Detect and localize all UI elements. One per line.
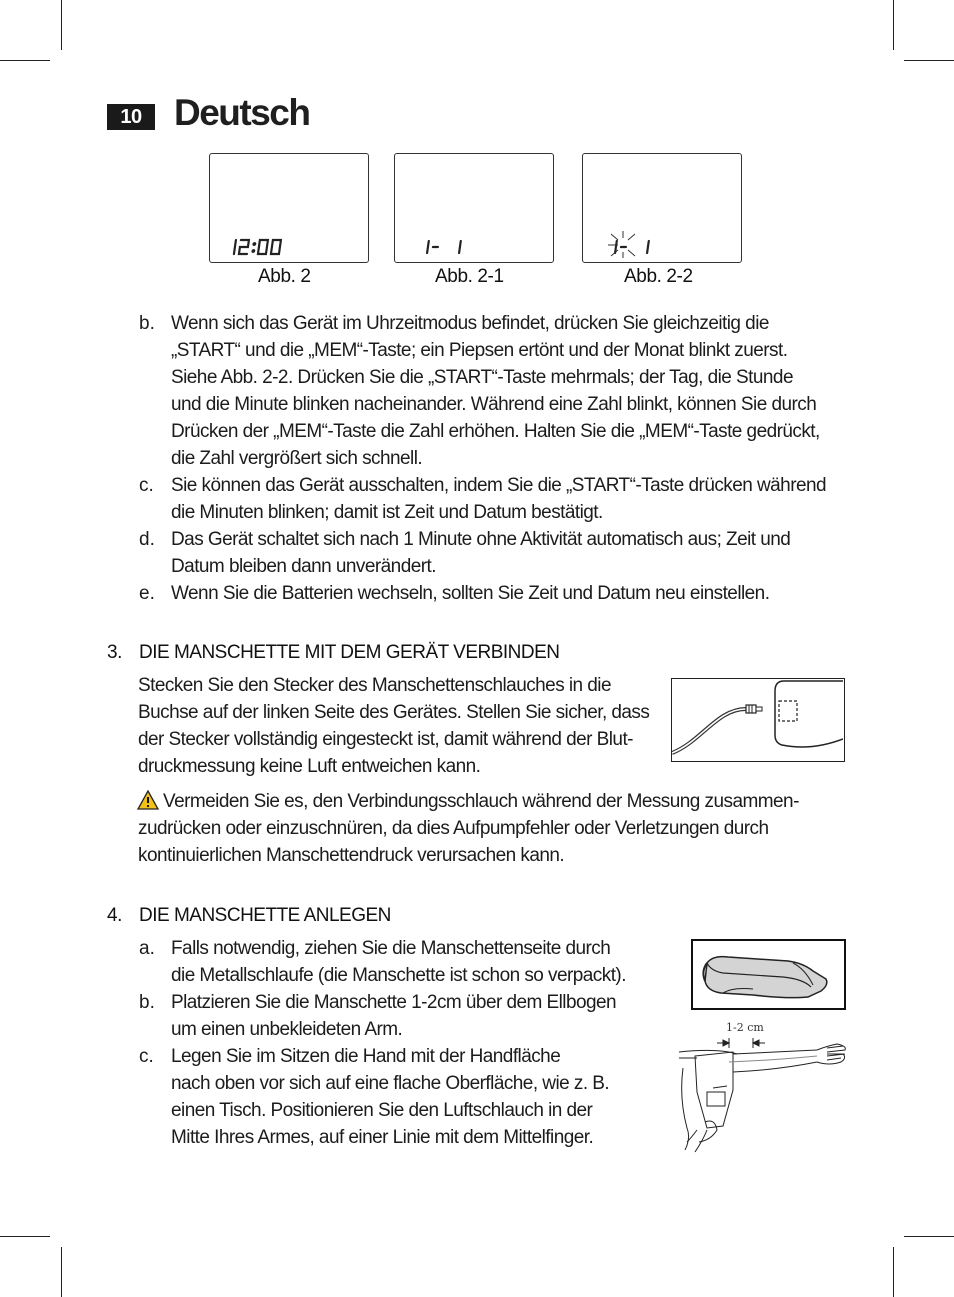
list-marker: d. <box>139 529 155 550</box>
arm-with-cuff-icon <box>677 1018 849 1158</box>
list-marker: b. <box>139 313 155 334</box>
lcd-clock-display <box>210 154 368 262</box>
list-line: Datum bleiben dann unverändert. <box>171 556 436 577</box>
cuff-distance-label: 1-2 cm <box>726 1021 764 1034</box>
list-line: die Zahl vergrößert sich schnell. <box>171 448 423 469</box>
paragraph-line: der Stecker vollständig eingesteckt ist, damit während der Blut- <box>138 729 633 750</box>
list-line: Sie können das Gerät ausschalten, indem Sie die „START“-Taste drücken während <box>171 475 827 496</box>
crop-mark <box>0 60 50 61</box>
section-heading: DIE MANSCHETTE ANLEGEN <box>139 905 391 926</box>
list-marker: b. <box>139 992 155 1013</box>
list-marker: c. <box>139 1046 154 1067</box>
crop-mark <box>61 0 62 50</box>
lcd-figure-date <box>394 153 554 263</box>
lcd-date-blinking-display <box>583 154 741 262</box>
tube-plug-icon <box>672 679 843 760</box>
warning-line: kontinuierlichen Manschettendruck verursachen kann. <box>138 845 565 866</box>
warning-line: zudrücken oder einzuschnüren, da dies Aufpumpfehler oder Verletzungen durch <box>138 818 769 839</box>
crop-mark <box>61 1247 62 1297</box>
list-marker: c. <box>139 475 154 496</box>
arm-figure <box>677 1018 849 1158</box>
crop-mark <box>893 0 894 50</box>
crop-mark <box>0 1236 50 1237</box>
section-number: 4. <box>107 905 122 926</box>
list-line: Drücken der „MEM“-Taste die Zahl erhöhen. Halten Sie die „MEM“-Taste gedrückt, <box>171 421 820 442</box>
list-marker: e. <box>139 583 155 604</box>
figure-caption: Abb. 2-1 <box>435 266 504 287</box>
list-line: Wenn Sie die Batterien wechseln, sollten Sie Zeit und Datum neu einstellen. <box>171 583 770 604</box>
list-line: Platzieren Sie die Manschette 1-2cm über dem Ellbogen <box>171 992 617 1013</box>
crop-mark <box>893 1247 894 1297</box>
paragraph-line: druckmessung keine Luft entweichen kann. <box>138 756 481 777</box>
list-line: Wenn sich das Gerät im Uhrzeitmodus befindet, drücken Sie gleichzeitig die <box>171 313 769 334</box>
list-line: Mitte Ihres Armes, auf einer Linie mit dem Mittelfinger. <box>171 1127 594 1148</box>
figure-caption: Abb. 2-2 <box>624 266 693 287</box>
section-heading: DIE MANSCHETTE MIT DEM GERÄT VERBINDEN <box>139 642 560 663</box>
cuff-icon <box>693 941 843 1007</box>
list-line: einen Tisch. Positionieren Sie den Luftschlauch in der <box>171 1100 593 1121</box>
blink-rays-icon <box>608 231 635 258</box>
warning-icon <box>137 790 159 810</box>
lcd-figure-date-blinking <box>582 153 742 263</box>
lcd-date-display <box>395 154 553 262</box>
list-line: um einen unbekleideten Arm. <box>171 1019 403 1040</box>
list-line: und die Minute blinken nacheinander. Während eine Zahl blinkt, können Sie durch <box>171 394 817 415</box>
paragraph-line: Buchse auf der linken Seite des Gerätes. Stellen Sie sicher, dass <box>138 702 650 723</box>
section-number: 3. <box>107 642 122 663</box>
list-line: die Minuten blinken; damit ist Zeit und Datum bestätigt. <box>171 502 603 523</box>
page-number: 10 <box>107 104 155 130</box>
figure-caption: Abb. 2 <box>258 266 311 287</box>
list-line: Falls notwendig, ziehen Sie die Manschettenseite durch <box>171 938 611 959</box>
cuff-figure <box>691 939 846 1010</box>
list-line: die Metallschlaufe (die Manschette ist schon so verpackt). <box>171 965 626 986</box>
crop-mark <box>904 60 954 61</box>
list-line: Legen Sie im Sitzen die Hand mit der Handfläche <box>171 1046 561 1067</box>
list-marker: a. <box>139 938 155 959</box>
paragraph-line: Stecken Sie den Stecker des Manschettenschlauches in die <box>138 675 611 696</box>
crop-mark <box>904 1236 954 1237</box>
list-line: nach oben vor sich auf eine flache Oberfläche, wie z. B. <box>171 1073 610 1094</box>
list-line: „START“ und die „MEM“-Taste; ein Piepsen ertönt und der Monat blinkt zuerst. <box>171 340 788 361</box>
lcd-figure-clock <box>209 153 369 263</box>
warning-line: Vermeiden Sie es, den Verbindungsschlauch während der Messung zusammen- <box>163 791 799 812</box>
list-line: Das Gerät schaltet sich nach 1 Minute ohne Aktivität automatisch aus; Zeit und <box>171 529 791 550</box>
page-title: Deutsch <box>174 92 310 133</box>
connector-figure <box>671 678 845 762</box>
list-line: Siehe Abb. 2-2. Drücken Sie die „START“-Taste mehrmals; der Tag, die Stunde <box>171 367 793 388</box>
